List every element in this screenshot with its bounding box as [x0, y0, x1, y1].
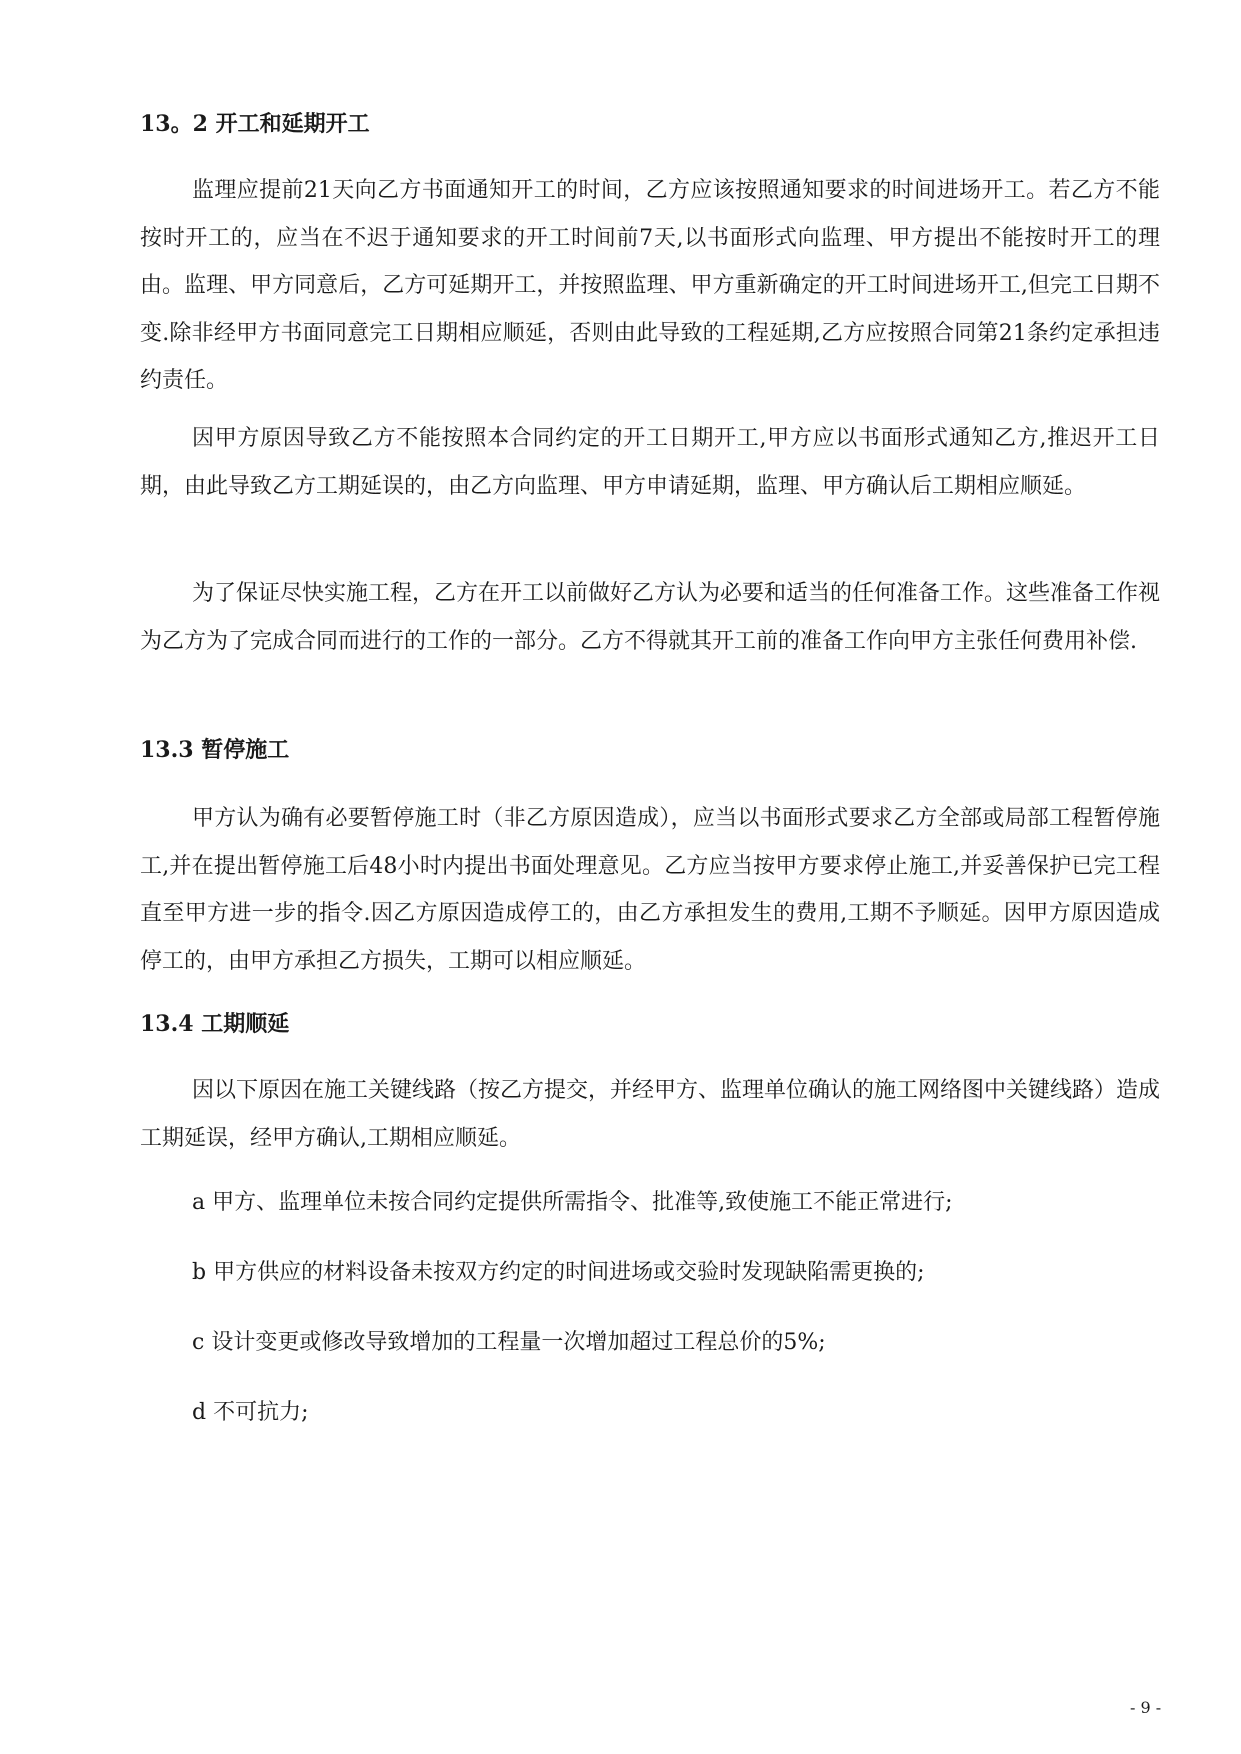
section-heading-13-3: 13.3 暂停施工	[140, 737, 290, 763]
paragraph-start-notice: 监理应提前21天向乙方书面通知开工的时间，乙方应该按照通知要求的时间进场开工。若乙方不能按时开工的，应当在不迟于通知要求的开工时间前7天,以书面形式向监理、甲方提出不能按时开工的理由。监理、甲方同意后，乙方可延期开工，并按照监理、甲方重新确定的开工时间进场开工,但完工日期不变.除非经甲方书面同意完工日期相应顺延，否则由此导致的工程延期,乙方应按照合同第21条约定承担违约责任。	[140, 178, 1160, 393]
paragraph-extension-causes: 因以下原因在施工关键线路（按乙方提交，并经甲方、监理单位确认的施工网络图中关键线路）造成工期延误，经甲方确认,工期相应顺延。	[140, 1078, 1161, 1151]
paragraph-preparation-work: 为了保证尽快实施工程，乙方在开工以前做好乙方认为必要和适当的任何准备工作。这些准备工作视为乙方为了完成合同而进行的工作的一部分。乙方不得就其开工前的准备工作向甲方主张任何费用补偿.	[140, 581, 1161, 654]
list-item-d: d 不可抗力;	[192, 1400, 309, 1425]
page-number: - 9 -	[1130, 1698, 1162, 1717]
list-item-c: c 设计变更或修改导致增加的工程量一次增加超过工程总价的5%;	[192, 1330, 826, 1355]
list-item-b: b 甲方供应的材料设备未按双方约定的时间进场或交验时发现缺陷需更换的;	[192, 1260, 925, 1285]
section-heading-13-4: 13.4 工期顺延	[140, 1011, 290, 1037]
paragraph-suspension: 甲方认为确有必要暂停施工时（非乙方原因造成），应当以书面形式要求乙方全部或局部工程暂停施工,并在提出暂停施工后48小时内提出书面处理意见。乙方应当按甲方要求停止施工,并妥善保护已完工程直至甲方进一步的指令.因乙方原因造成停工的，由乙方承担发生的费用,工期不予顺延。因甲方原因造成停工的，由甲方承担乙方损失，工期可以相应顺延。	[140, 806, 1160, 974]
section-heading-13-2: 13。2 开工和延期开工	[140, 111, 370, 137]
list-item-a: a 甲方、监理单位未按合同约定提供所需指令、批准等,致使施工不能正常进行;	[192, 1190, 953, 1215]
paragraph-employer-delay: 因甲方原因导致乙方不能按照本合同约定的开工日期开工,甲方应以书面形式通知乙方,推迟开工日期，由此导致乙方工期延误的，由乙方向监理、甲方申请延期，监理、甲方确认后工期相应顺延。	[140, 426, 1160, 499]
